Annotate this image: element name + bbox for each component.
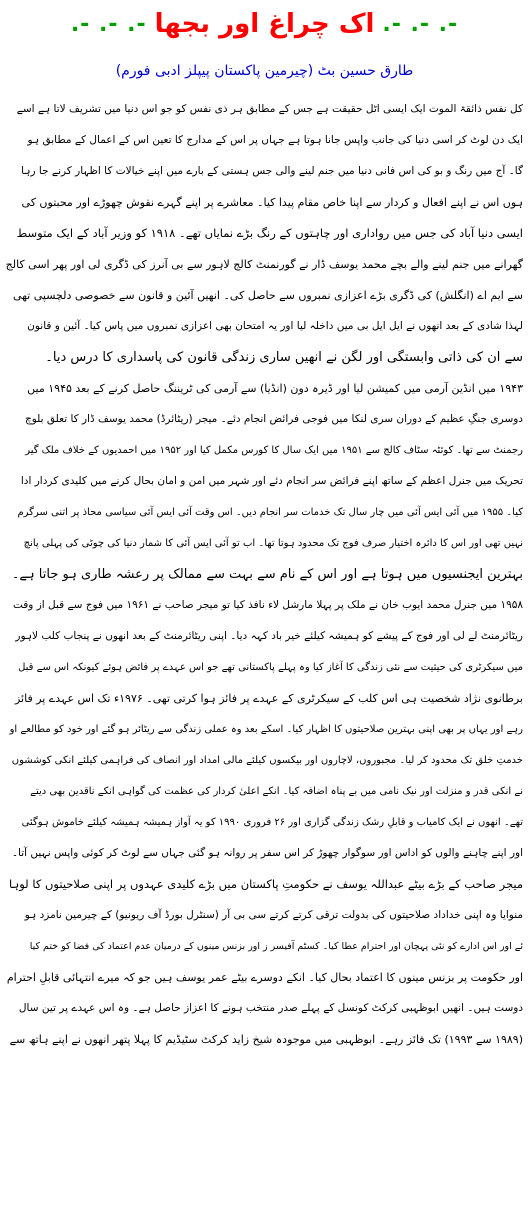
text-line: (۱۹۸۹ سے ۱۹۹۳) تک فائز رہے۔ ابوظہبی میں موجودہ شیخ زاید کرکٹ سٹیڈیم کا پہلا پتھر انھوں نے اپنے ہاتھ سے: [9, 1033, 523, 1046]
text-line: تھے۔ انھوں نے ایک کامیاب و قابلِ رشک زندگی گزاری اور ۲۶ فروری ۱۹۹۰ کو یہ آواز ہمیشہ ہمیشہ کیلئے خاموش ہوگئی: [21, 817, 523, 828]
text-line: لہذا شادی کے بعد انھوں نے ایل ایل بی میں داخلہ لیا اور یہ امتحان بھی اعزازی نمبروں میں پاس کیا۔ آئین و قانون: [27, 320, 523, 332]
text-line: بہترین ایجنسیوں میں ہوتا ہے اور اس کے نام سے بہت سے ممالک پر رعشہ طاری ہو جاتا ہے۔: [11, 567, 523, 582]
article-body: [6, 94, 523, 1055]
paragraph-2: [6, 373, 523, 590]
text-line: نہیں تھی اور اس کا دائرہ اختیار صرف فوج تک محدود ہوتا تھا۔ اب تو آئی ایس آئی کا شمار دنیا کی چوٹی کی پہلی پانچ: [23, 538, 523, 549]
text-line: دوسری جنگِ عظیم کے دوران سری لنکا میں فوجی فرائض انجام دئے۔ میجر (ریٹائرڈ) محمد یوسف ڈار کا تعلق بلوچ: [24, 413, 523, 425]
paragraph-3: [6, 590, 523, 869]
text-line: سے ایم اے (انگلش) کی ڈگری بڑے اعزازی نمبروں سے حاصل کی۔ انھیں آئین و قانون سے خصوصی دلچسپی تھی: [12, 289, 523, 302]
text-line: ہوں اس نے اپنے افعال و کردار سے اپنا خاص مقام پیدا کیا۔ معاشرے پر اپنے گہرے نقوش چھوڑے اور محبتوں کی: [21, 196, 523, 209]
text-line: ۱۹۴۳ میں انڈین آرمی میں کمیشن لیا اور ڈیرہ دون (انڈیا) سے آرمی کی ٹریننگ حاصل کرنے کے بعد ۱۹۴۵ میں: [27, 382, 523, 395]
text-line: ۱۹۵۸ میں جنرل محمد ایوب خان نے ملک پر پہلا مارشل لاء نافذ کیا تو میجر صاحب نے ۱۹۶۱ میں فوج سے قبل از وقت: [12, 599, 523, 611]
text-line: میں سیکرٹری کی حیثیت سے نئی زندگی کا آغاز کیا وہ پہلے پاکستانی تھے جو اس عہدے پر فائض ہوئے کیونکہ اس سے قبل: [18, 662, 523, 673]
text-line: برطانوی نژاد شخصیت ہی اس کلب کے سیکرٹری کے عہدے پر فائز ہوا کرتی تھی۔ ۱۹۷۶ء تک اس عہدے پر فائز: [14, 692, 523, 705]
text-line: رجمنٹ سے تھا۔ کوئٹہ سٹاف کالج سے ۱۹۵۱ میں ایک سال کا کورس مکمل کیا اور ۱۹۵۲ میں احمدیوں کے خلاف ملک گیر: [25, 445, 523, 456]
text-line: خدمتِ خلق تک محدود کر لیا۔ مجبوروں، لاچاروں اور بیکسوں کیلئے مالی امداد اور انصاف کی فراہمی کیلئے انکی کوششوں: [11, 755, 523, 766]
text-line: رہے اور یہاں پر بھی اپنی بہترین صلاحیتوں کا اظہار کیا۔ اسکے بعد وہ عملی زندگی سے ریٹائر ہو گئے اور خود کو مطالعے او: [9, 724, 523, 735]
text-line: گا۔ آج میں رنگ و بو کی اس فانی دنیا میں جنم لینے والی جس ہستی کے بارے میں اپنے خیالات کا اظہار کرنے جا رہا: [21, 165, 523, 177]
author-byline: طارق حسین بٹ (چیرمین پاکستان پیپلز ادبی فورم): [115, 63, 414, 79]
paragraph-4: [6, 869, 523, 1055]
text-line: ریٹائرمنٹ لے لی اور فوج کے پیشے کو ہمیشہ کیلئے خیر باد کہہ دیا۔ اپنی ریٹائرمنٹ کے بعد انھوں نے پنجاب کلب لاہور: [15, 630, 523, 642]
text-line: اور اپنے چاہنے والوں کو اداس اور سوگوار چھوڑ کر اس سفر پر روانہ ہو گئی جہاں سے لوٹ کر کوئی واپس نہیں آتا۔: [11, 847, 523, 859]
text-line: ایسی دنیا آباد کی جس میں رواداری اور چاہتوں کے رنگ بڑے نمایاں تھے۔ ۱۹۱۸ کو وزیر آباد کے ایک متوسط: [16, 226, 523, 240]
text-line: ئے اور اس ادارے کو نئی پہچان اور احترام عطا کیا۔ کسٹم آفیسر ز اور بزنس مینوں کے درمیان عدم اعتماد کی فضا کو ختم کیا: [29, 941, 523, 952]
title-dashes-right: -. -. -.: [382, 11, 459, 37]
text-line: میجر صاحب کے بڑے بیٹے عبداللہ یوسف نے حکومتِ پاکستان میں بڑے کلیدی عہدوں پر اپنی صلاحیتوں کا لوہا: [8, 877, 523, 891]
text-line: ایک دن لوٹ کر اسی دنیا کی جانب واپس جانا ہوتا ہے جہاں پر اس کے مدارج کا تعین اس کے اعمال کے مطابق ہو: [27, 134, 523, 146]
article-title: اک چراغ اور بجھا: [154, 9, 375, 39]
text-line: دوست ہیں۔ انھیں ابوظہبی کرکٹ کونسل کے پہلے صدر منتخب ہونے کا اعزاز حاصل ہے۔ وہ اس عہدے پر تین سال: [18, 1002, 523, 1014]
text-line: کل نفس ذائقۃ الموت ایک ایسی اٹل حقیقت ہے جس کے مطابق ہر ذی نفس کو جو اس دنیا میں تشریف لاتا ہے اسے: [16, 103, 523, 115]
text-line: کیا۔ ۱۹۵۵ میں آئی ایس آئی میں چار سال تک خدمات سر انجام دیں۔ اس وقت آئی ایس آئی سیاسی محاذ پر اتنی سرگرم: [17, 507, 523, 518]
text-line: سے ان کی ذاتی وابستگی اور لگن نے انھیں ساری زندگی قانون کی پاسداری کا درس دیا۔: [45, 350, 523, 365]
text-line: نے انکی قدر و منزلت اور نیک نامی میں بے پناہ اضافہ کیا۔ انکے اعلیٰ کردار کی عظمت کی گواہی انکے ناقدین بھی دیتے: [30, 786, 523, 797]
text-line: تحریک میں جنرل اعظم کے ساتھ اپنے فرائض سر انجام دئے اور شہر میں امن و امان بحال کرنے میں کلیدی کردار ادا: [20, 475, 523, 487]
text-line: منوایا وہ اپنی خداداد صلاحیتوں کی بدولت ترقی کرتے کرتے سی بی آر (سنٹرل بورڈ آف ریونیو) کے چیرمین نامزد ہو: [24, 909, 523, 921]
paragraph-1: [6, 94, 523, 373]
text-line: اور حکومت پر بزنس مینوں کا اعتماد بحال کیا۔ انکے دوسرے بیٹے عمر یوسف ہیں جو کہ میرے انتہائی قابلِ احترام: [6, 971, 523, 984]
title-dashes-left: -. -. -.: [70, 11, 147, 37]
title-row: [6, 0, 523, 46]
text-line: گھرانے میں جنم لینے والے بچے محمد یوسف ڈار نے گورنمنٹ کالج لاہور سے بی آنرز کی ڈگری لی اور پھر اسی کالج: [6, 258, 523, 271]
